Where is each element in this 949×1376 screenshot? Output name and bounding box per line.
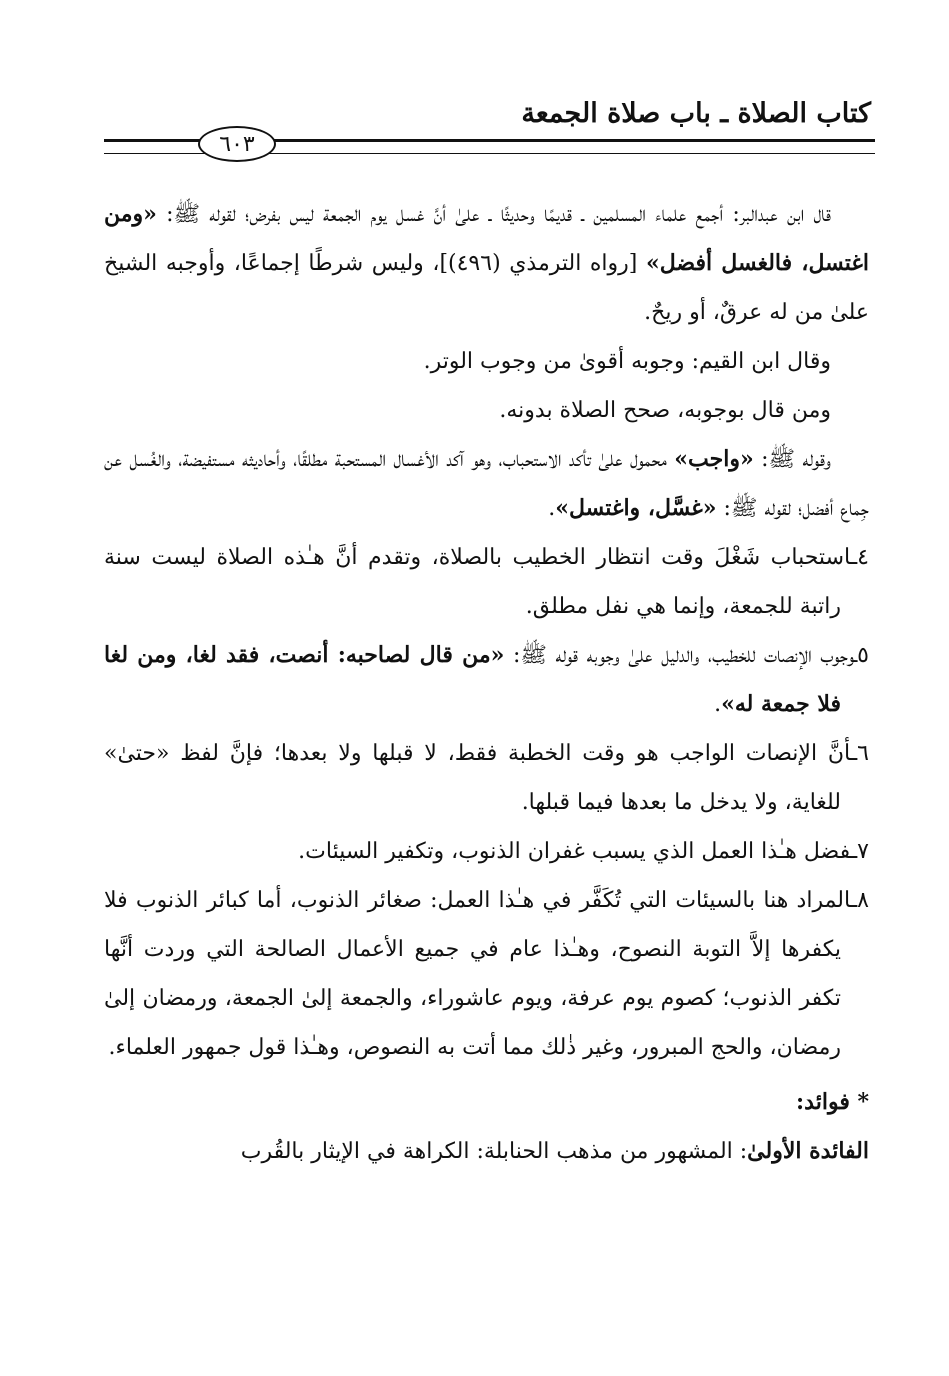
paragraph-ibn-abdulbarr: [104, 190, 869, 337]
item-text: فضل هـٰذا العمل الذي يسبب غفران الذنوب، وتكفير السيئات.: [298, 839, 851, 864]
item-number: ٤ـ: [850, 545, 869, 570]
hadith-quote: «من قال لصاحبه: أنصت، فقد لغا، ومن لغا فلا جمعة له»: [104, 642, 841, 717]
list-item-4: [104, 533, 869, 631]
item-text: وجوب الإنصات للخطيب، والدليل علىٰ وجوبه قوله ﷺ:: [504, 643, 855, 668]
page-number: ٦٠٣: [198, 126, 276, 162]
text-segment: .: [548, 496, 556, 521]
paragraph-first-benefit: [104, 1127, 869, 1176]
paragraph-wajib: [104, 435, 869, 533]
hadith-quote: «ومن اغتسل، فالغسل أفضل»: [104, 201, 869, 276]
text-segment: قال ابن عبدالبر: أجمع علماء المسلمين ـ قديمًا وحديثًا ـ علىٰ أنَّ غسل يوم الجمعة ليس بفرض؛ لقوله ﷺ:: [156, 202, 831, 227]
benefit-label: الفائدة الأولىٰ: [747, 1138, 869, 1164]
fawaid-heading: * فوائد:: [796, 1089, 869, 1115]
item-text: استحباب شَغْلَ وقت انتظار الخطيب بالصلاة، وتقدم أنَّ هـٰذه الصلاة ليست سنة راتبة للجمعة، وإنما هي نفل مطلق.: [104, 545, 851, 619]
paragraph-wujub: ومن قال بوجوبه، صحح الصلاة بدونه.: [499, 398, 831, 423]
list-item-8: [104, 876, 869, 1072]
item-number: ٦ـ: [850, 741, 869, 766]
paragraph-ibn-alqayyim: وقال ابن القيم: وجوبه أقوىٰ من وجوب الوتر.: [423, 349, 831, 374]
page-body: [104, 190, 869, 1176]
item-text: أنَّ الإنصات الواجب هو وقت الخطبة فقط، لا قبلها ولا بعدها؛ فإنَّ لفظ «حتىٰ» للغاية، ولا يدخل ما بعدها فيما قبلها.: [104, 741, 851, 815]
list-item-7: [104, 827, 869, 876]
item-text: المراد هنا بالسيئات التي تُكَفَّر في هـٰذا العمل: صغائر الذنوب، أما كبائر الذنوب فلا يكفرها إلاَّ التوبة النصوح، وهـٰذا عام في جميع الأعمال الصالحة التي وردت أنَّها تكفر الذنوب؛ كصوم يوم عرفة، ويوم عاشوراء، والجمعة إلىٰ الجمعة، ورمضان إلىٰ رمضان، والحج المبرور، وغير ذٰلك مما أتت به النصوص، وهـٰذا قول جمهور العلماء.: [104, 888, 851, 1060]
item-number: ٨ـ: [850, 888, 869, 913]
item-text: .: [714, 692, 722, 717]
list-item-6: [104, 729, 869, 827]
text-segment: [رواه الترمذي (٤٩٦)]، وليس شرطًا إجماعًا، وأوجبه الشيخ علىٰ من له عرقٌ، أو ريحٌ.: [104, 251, 869, 325]
text-segment: : المشهور من مذهب الحنابلة: الكراهة في الإيثار بالقُرب: [240, 1139, 748, 1164]
text-segment: وقوله ﷺ:: [753, 447, 831, 472]
hadith-quote: «واجب»: [674, 446, 754, 472]
list-item-5: [104, 631, 869, 729]
item-number: ٧ـ: [850, 839, 869, 864]
text-segment: محمول علىٰ تأكد الاستحباب، وهو آكد الأغسال المستحبة مطلقًا، وأحاديثه مستفيضة، والغُسل عن جِماع أفضل؛ لقوله ﷺ:: [104, 447, 869, 521]
running-header-title: كتاب الصلاة ـ باب صلاة الجمعة: [521, 98, 871, 129]
item-number: ٥ـ: [854, 643, 869, 668]
hadith-quote: «غسَّل، واغتسل»: [555, 495, 717, 521]
